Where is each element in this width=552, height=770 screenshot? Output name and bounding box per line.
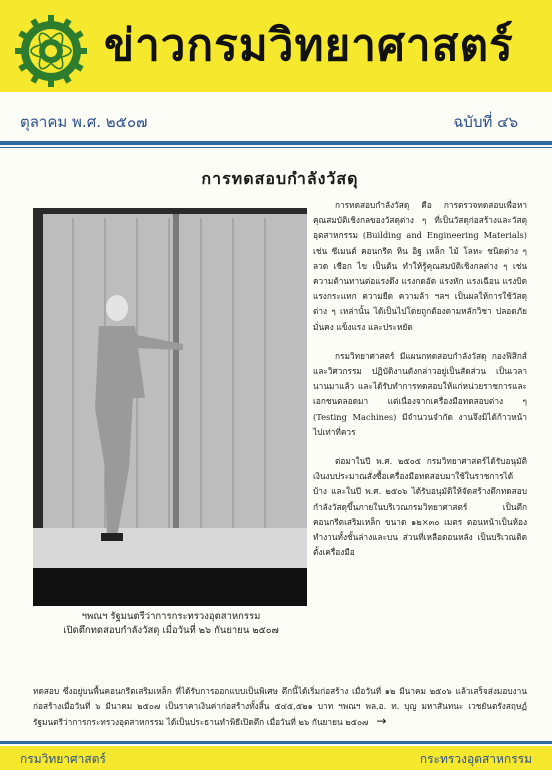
article-title: การทดสอบกำลังวัสดุ xyxy=(201,169,359,188)
header-rule-thin xyxy=(0,147,552,148)
issue-date: ตุลาคม พ.ศ. ๒๕๐๗ xyxy=(20,113,148,131)
article-paragraph-1: การทดสอบกำลังวัสดุ คือ การตรวจทดสอบเพื่อหาคุณสมบัติเชิงกลของวัสดุต่าง ๆ ที่เป็นวัสดุก่อสร้างและวัสดุอุตสาหกรรม (Building and Engineering Materials) เช่น ซีเมนต์ คอนกรีต หิน อิฐ เหล็ก ไม้ โลหะ ชนิดต่าง ๆ ลวด เชือก ไข เป็นต้น ทำให้รู้คุณสมบัติเชิงกลต่าง ๆ เช่น ความต้านทานต่อแรงดึง แรงกดอัด แรงหัก แรงเฉือน แรงบิด แรงกระแทก ความยืด ความล้า ฯลฯ เป็นผลให้การใช้วัสดุต่าง ๆ เหล่านั้น ได้เป็นไปโดยถูกต้องตามหลักวิชา ปลอดภัยมั่นคง แข็งแรง และประหยัด xyxy=(313,200,527,332)
footer-rule xyxy=(0,741,552,744)
department-seal-icon xyxy=(14,14,88,88)
footer-department: กรมวิทยาศาสตร์ xyxy=(20,752,106,766)
continue-arrow-icon: → xyxy=(376,714,387,729)
photo-caption xyxy=(40,610,302,638)
photo-caption-line2: เปิดตึกทดสอบกำลังวัสดุ เมื่อวันที่ ๒๖ กันยายน ๒๕๐๗ xyxy=(63,625,279,636)
article-paragraph-2: กรมวิทยาศาสตร์ มีแผนกทดสอบกำลังวัสดุ กองฟิสิกส์และวิศวกรรม ปฏิบัติงานดังกล่าวอยู่เป็นสัดส่วน เป็นเวลานานมาแล้ว และได้รับทำการทดสอบให้แก่หน่วยราชการและเอกชนตลอดมา แต่เนื่องจากเครื่องมือทดสอบต่าง ๆ (Testing Machines) มีจำนวนจำกัด งานจึงมิได้ก้าวหน้าไปเท่าที่ควร xyxy=(313,350,527,437)
article-paragraph-3: ต่อมาในปี พ.ศ. ๒๕๐๕ กรมวิทยาศาสตร์ได้รับอนุมัติเงินงบประมาณสั่งซื้อเครื่องมือทดสอบมาใช้ในราชการได้บ้าง และในปี พ.ศ. ๒๕๐๖ ได้รับอนุมัติให้จัดสร้างตึกทดสอบกำลังวัสดุขึ้นภายในบริเวณกรมวิทยาศาสตร์ เป็นตึกคอนกรีตเสริมเหล็ก ขนาด ๑๒×๓๐ เมตร ตอนหน้าเป็นห้องทำงานทั้งชั้นล่างและบน ส่วนที่เหลือตอนหลัง เป็นบริเวณติดตั้งเครื่องมือ xyxy=(313,456,527,558)
article-photo xyxy=(33,208,307,606)
masthead xyxy=(0,0,552,92)
masthead-title: ข่าวกรมวิทยาศาสตร์ xyxy=(104,20,514,71)
article-paragraph-4: ทดสอบ ซึ่งอยู่บนพื้นคอนกรีตเสริมเหล็ก ที่ได้รับการออกแบบเป็นพิเศษ ตึกนี้ได้เริ่มก่อสร้าง เมื่อวันที่ ๑๒ มีนาคม ๒๕๐๖ แล้วเสร็จส่งมอบงานก่อสร้างเมื่อวันที่ ๖ มีนาคม ๒๕๐๗ เป็นราคาเงินค่าก่อสร้างทั้งสิ้น ๕๔๕,๕๒๑ บาท ฯพณฯ พล.อ. ท. บุญ มหาสันทนะ เวชยันตรังสฤษฏ์ รัฐมนตรีว่าการกระทรวงอุตสาหกรรม ได้เป็นประธานทำพิธีเปิดตึก เมื่อวันที่ ๒๖ กันยายน ๒๕๐๗ xyxy=(33,686,527,728)
issue-number: ฉบับที่ ๔๖ xyxy=(453,113,518,131)
article-body-full-width xyxy=(33,684,527,731)
photo-caption-line1: ฯพณฯ รัฐมนตรีว่าการกระทรวงอุตสาหกรรม xyxy=(81,611,261,622)
header-rule xyxy=(0,141,552,145)
footer-ministry: กระทรวงอุตสาหกรรม xyxy=(419,752,532,766)
article-body-right-column xyxy=(313,198,527,570)
dateline xyxy=(0,92,552,142)
footer xyxy=(0,746,552,770)
